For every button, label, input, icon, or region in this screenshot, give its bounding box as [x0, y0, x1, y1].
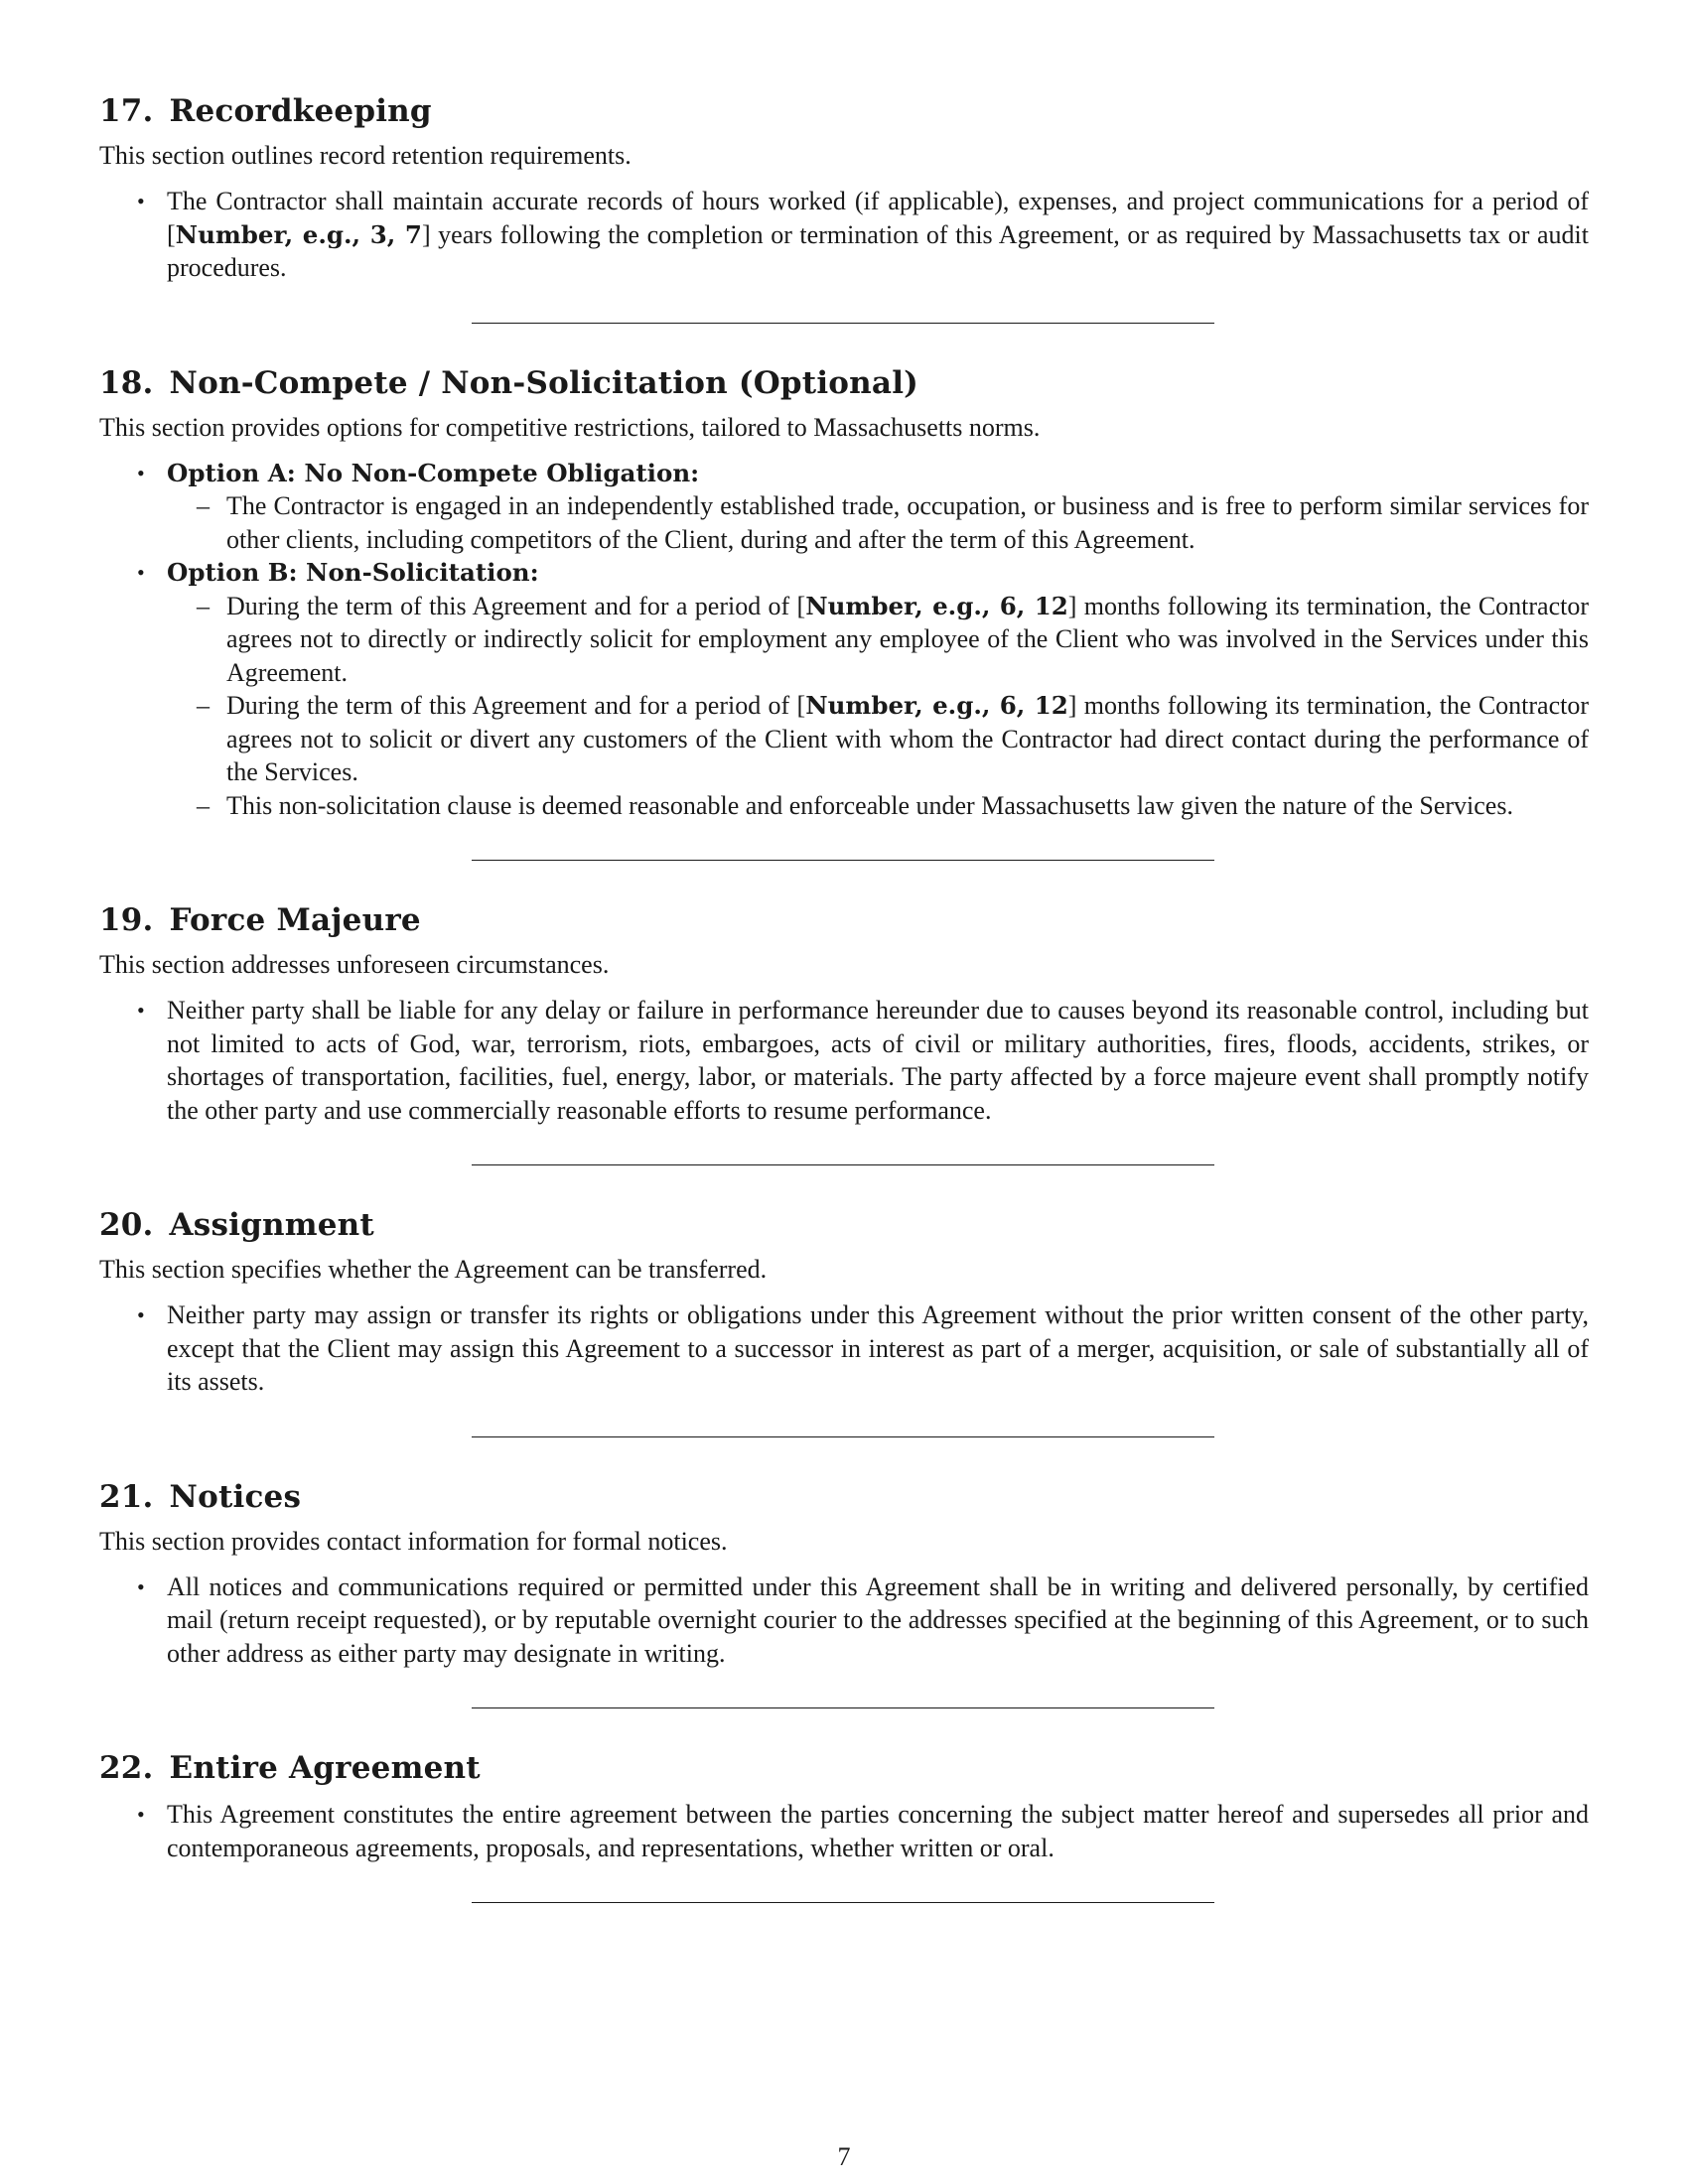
bullet-list: [99, 1570, 1589, 1671]
bullet-marker: •: [137, 460, 145, 485]
list-item: [137, 994, 1589, 1127]
section-divider: [472, 1902, 1214, 1903]
clause-text: The Contractor is engaged in an independently established trade, occupation, or business and is free to perform similar services for other clients, including competitors of the Client, during and after the term of this Agreement.: [226, 491, 1589, 554]
sub-list: [167, 489, 1589, 556]
section-number: 19.: [99, 902, 154, 938]
bullet-marker: •: [137, 998, 145, 1023]
clause-text: This non-solicitation clause is deemed reasonable and enforceable under Massachusetts law given the nature of the Services.: [226, 790, 1513, 820]
section-number: 17.: [99, 93, 154, 129]
section-19-force-majeure: [99, 898, 1589, 1127]
section-title: Non-Compete / Non-Solicitation (Optional): [169, 364, 919, 401]
section-intro: This section provides options for competitive restrictions, tailored to Massachusetts norms.: [99, 412, 1041, 442]
placeholder-field: Number, e.g., 3, 7: [175, 219, 422, 249]
sub-item: [197, 789, 1589, 823]
section-number: 18.: [99, 364, 154, 401]
option-a: [137, 457, 1589, 557]
dash-marker: –: [197, 691, 210, 720]
dash-marker: –: [197, 491, 210, 520]
section-divider: [472, 323, 1214, 324]
section-heading: [99, 1475, 1589, 1519]
section-divider: [472, 1707, 1214, 1708]
bullet-marker: •: [137, 560, 145, 585]
section-22-entire-agreement: [99, 1746, 1589, 1864]
section-heading: [99, 1203, 1589, 1247]
sub-item: [197, 689, 1590, 789]
placeholder-field: Number, e.g., 6, 12: [805, 691, 1068, 720]
bullet-marker: •: [137, 1573, 145, 1599]
clause-text: Neither party may assign or transfer its rights or obligations under this Agreement without the prior written consent of the other party, except that the Client may assign this Agreement to a successor in interest as part of a merger, acquisition, or sale of substantially all of its assets.: [167, 1300, 1589, 1396]
clause-text: Neither party shall be liable for any delay or failure in performance hereunder due to causes beyond its reasonable control, including but not limited to acts of God, war, terrorism, riots, embargoes, acts of civil or military authorities, fires, floods, accidents, strikes, or shortages of transportation, facilities, fuel, energy, labor, or materials. The party affected by a force majeure event shall promptly notify the other party and use commercially reasonable efforts to resume performance.: [167, 996, 1589, 1125]
option-b: [137, 556, 1590, 822]
clause-text-before: During the term of this Agreement and for a period of [: [226, 591, 806, 620]
section-intro: This section addresses unforeseen circumstances.: [99, 950, 610, 979]
section-heading: [99, 89, 1589, 133]
sub-item: [197, 489, 1589, 556]
list-item: [137, 1798, 1589, 1864]
section-title: Recordkeeping: [169, 93, 432, 129]
bullet-list: [99, 1298, 1589, 1399]
list-item: [137, 185, 1589, 285]
list-item: [137, 1570, 1589, 1671]
section-number: 21.: [99, 1478, 154, 1515]
bullet-list: [99, 994, 1589, 1127]
sub-item: [197, 590, 1590, 690]
section-heading: [99, 1746, 1589, 1790]
clause-text-before: During the term of this Agreement and for a period of [: [226, 691, 806, 720]
bullet-marker: •: [137, 1802, 145, 1827]
section-title: Assignment: [169, 1207, 374, 1243]
section-title: Notices: [169, 1478, 302, 1515]
option-list: [99, 457, 1589, 823]
clause-text-before: The Contractor shall maintain accurate records of hours worked (if applicable), expenses, and project communications for a period of [: [167, 187, 1589, 249]
section-number: 22.: [99, 1750, 154, 1786]
clause-text-after: ] months following its termination, the Contractor agrees not to directly or indirectly solicit for employment any employee of the Client who was involved in the Services under this Agreement.: [226, 591, 1590, 687]
section-heading: [99, 361, 1589, 405]
dash-marker: –: [197, 591, 210, 620]
placeholder-field: Number, e.g., 6, 12: [805, 591, 1068, 620]
section-intro: This section outlines record retention requirements.: [99, 141, 632, 170]
section-intro: This section specifies whether the Agreement can be transferred.: [99, 1255, 768, 1284]
bullet-marker: •: [137, 1302, 145, 1327]
clause-text-after: ] years following the completion or termination of this Agreement, or as required by Massachusetts tax or audit procedures.: [167, 219, 1589, 282]
section-title: Entire Agreement: [169, 1750, 481, 1786]
bullet-list: [99, 185, 1589, 285]
section-heading: [99, 898, 1589, 942]
bullet-list: [99, 1798, 1589, 1864]
clause-text-after: ] months following its termination, the Contractor agrees not to solicit or divert any customers of the Client with whom the Contractor had direct contact during the performance of the Services.: [226, 691, 1590, 786]
page-number: 7: [837, 2142, 851, 2171]
section-divider: [472, 860, 1214, 861]
list-item: [137, 1298, 1589, 1399]
section-title: Force Majeure: [169, 902, 421, 938]
clause-text: This Agreement constitutes the entire agreement between the parties concerning the subject matter hereof and supersedes all prior and contemporaneous agreements, proposals, and representations, whether written or oral.: [167, 1800, 1589, 1862]
section-21-notices: [99, 1475, 1589, 1671]
sub-list: [167, 590, 1589, 823]
clause-text: All notices and communications required or permitted under this Agreement shall be in writing and delivered personally, by certified mail (return receipt requested), or by reputable overnight courier to the addresses specified at the beginning of this Agreement, or to such other address as either party may designate in writing.: [167, 1571, 1589, 1668]
option-title: Option B: Non-Solicitation:: [167, 558, 539, 587]
section-17-recordkeeping: [99, 89, 1589, 285]
section-18-non-compete: [99, 361, 1589, 823]
option-title: Option A: No Non-Compete Obligation:: [167, 458, 700, 487]
section-divider: [472, 1436, 1214, 1437]
document-page: [99, 89, 1589, 1903]
bullet-marker: •: [137, 189, 145, 213]
section-number: 20.: [99, 1207, 154, 1243]
section-20-assignment: [99, 1203, 1589, 1399]
section-intro: This section provides contact information for formal notices.: [99, 1526, 728, 1556]
dash-marker: –: [197, 790, 210, 820]
section-divider: [472, 1164, 1214, 1165]
